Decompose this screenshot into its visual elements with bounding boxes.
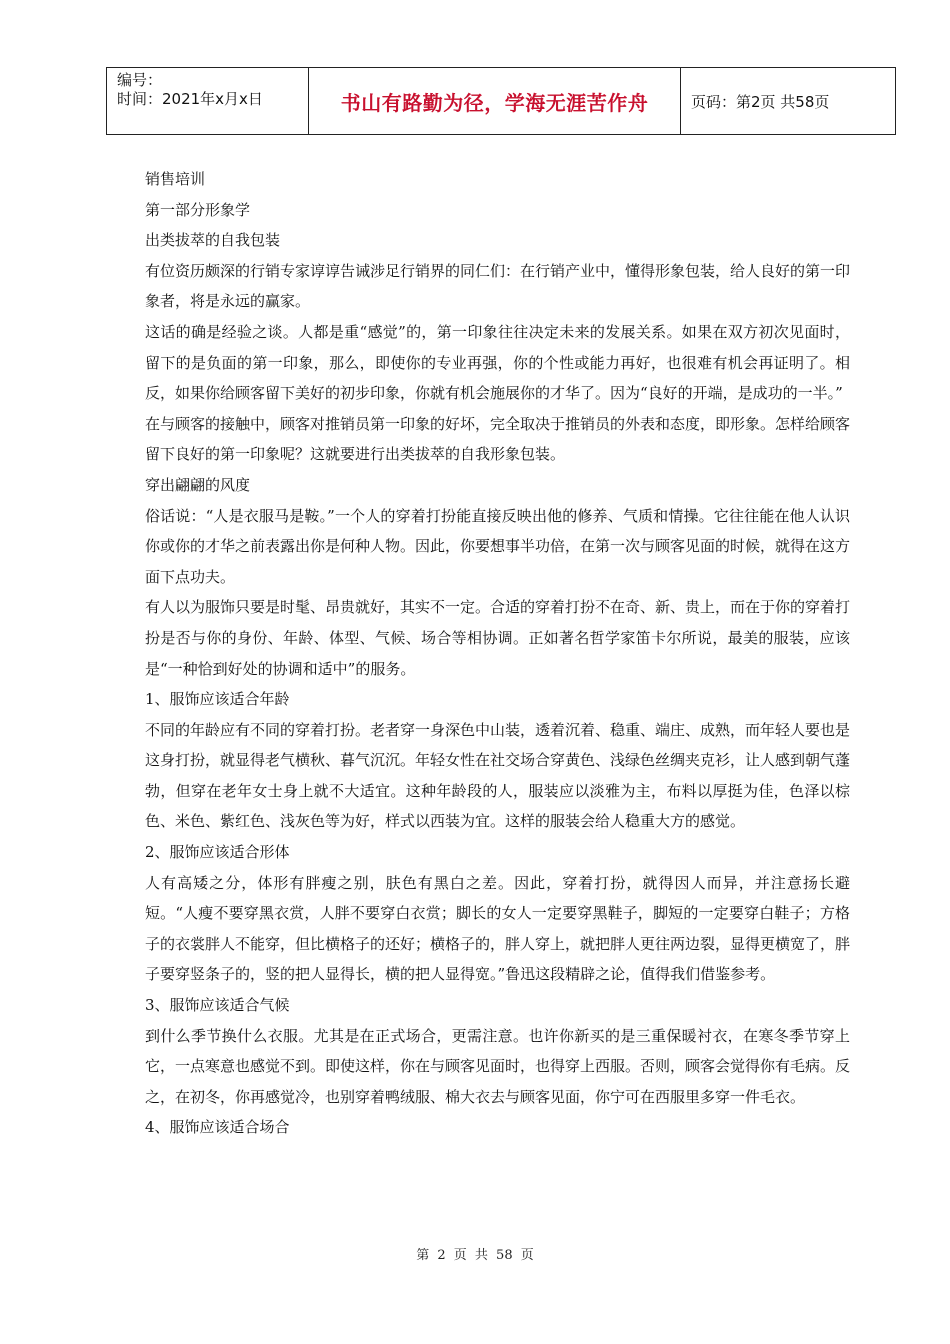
body-paragraph: 俗话说：“人是衣服马是鞍。”一个人的穿着打扮能直接反映出他的修养、气质和情操。它往往能在他人认识你或你的才华之前表露出你是何种人物。因此，你要想事半功倍，在第一次与顾客见面的时候，就得在这方面下点功夫。 [145,506,851,586]
section-heading: 1、服饰应该适合年龄 [145,690,290,709]
page-footer: 第 2 页 共 58 页 [416,1248,534,1263]
section-heading: 出类拔萃的自我包装 [145,231,281,250]
section-heading: 3、服饰应该适合气候 [145,996,290,1015]
header-page-info: 页码：第2页 共58页 [691,92,830,111]
page-header-table [106,67,896,135]
body-paragraph: 到什么季节换什么衣服。尤其是在正式场合，更需注意。也许你新买的是三重保暖衬衣，在寒冬季节穿上它，一点寒意也感觉不到。即使这样，你在与顾客见面时，也得穿上西服。否则，顾客会觉得你有毛病。反之，在初冬，你再感觉冷，也别穿着鸭绒服、棉大衣去与顾客见面，你宁可在西服里多穿一件毛衣。 [145,1026,851,1106]
section-heading: 2、服饰应该适合形体 [145,843,290,862]
header-motto: 书山有路勤为径，学海无涯苦作舟 [309,68,681,134]
body-paragraph: 不同的年龄应有不同的穿着打扮。老者穿一身深色中山装，透着沉着、稳重、端庄、成熟，而年轻人要也是这身打扮，就显得老气横秋、暮气沉沉。年轻女性在社交场合穿黄色、浅绿色丝绸夹克衫，让人感到朝气蓬勃，但穿在老年女士身上就不大适宜。这种年龄段的人，服装应以淡雅为主，布料以厚挺为佳，色泽以棕色、米色、紫红色、浅灰色等为好，样式以西装为宜。这样的服装会给人稳重大方的感觉。 [145,720,851,831]
section-heading: 4、服饰应该适合场合 [145,1118,290,1137]
body-paragraph: 在与顾客的接触中，顾客对推销员第一印象的好坏，完全取决于推销员的外表和态度，即形象。怎样给顾客留下良好的第一印象呢？这就要进行出类拔萃的自我形象包装。 [145,414,851,464]
header-meta-cell [107,68,309,134]
time-label: 时间：2021年x月x日 [117,90,263,108]
section-heading: 第一部分形象学 [145,200,251,219]
body-paragraph: 有位资历颇深的行销专家谆谆告诫涉足行销界的同仁们：在行销产业中，懂得形象包装，给人良好的第一印象者，将是永远的赢家。 [145,261,851,311]
body-paragraph: 人有高矮之分，体形有胖瘦之别，肤色有黑白之差。因此，穿着打扮，就得因人而异，并注意扬长避短。“人瘦不要穿黑衣赏，人胖不要穿白衣赏；脚长的女人一定要穿黑鞋子，脚短的一定要穿白鞋子；方格子的衣裳胖人不能穿，但比横格子的还好；横格子的，胖人穿上，就把胖人更往两边裂，显得更横宽了，胖子要穿竖条子的，竖的把人显得长，横的把人显得宽。”鲁迅这段精辟之论，值得我们借鉴参考。 [145,873,851,984]
document-body [145,164,850,1143]
serial-label: 编号： [117,71,163,89]
body-paragraph: 有人以为服饰只要是时髦、昂贵就好，其实不一定。合适的穿着打扮不在奇、新、贵上，而在于你的穿着打扮是否与你的身份、年龄、体型、气候、场合等相协调。正如著名哲学家笛卡尔所说，最美的服装，应该是“一种恰到好处的协调和适中”的服务。 [145,598,851,678]
section-heading: 销售培训 [145,170,206,188]
body-paragraph: 这话的确是经验之谈。人都是重“感觉”的，第一印象往往决定未来的发展关系。如果在双方初次见面时，留下的是负面的第一印象，那么，即使你的专业再强，你的个性或能力再好，也很难有机会再证明了。相反，如果你给顾客留下美好的初步印象，你就有机会施展你的才华了。因为“良好的开端，是成功的一半。” [145,322,850,403]
section-heading: 穿出翩翩的风度 [145,475,251,494]
